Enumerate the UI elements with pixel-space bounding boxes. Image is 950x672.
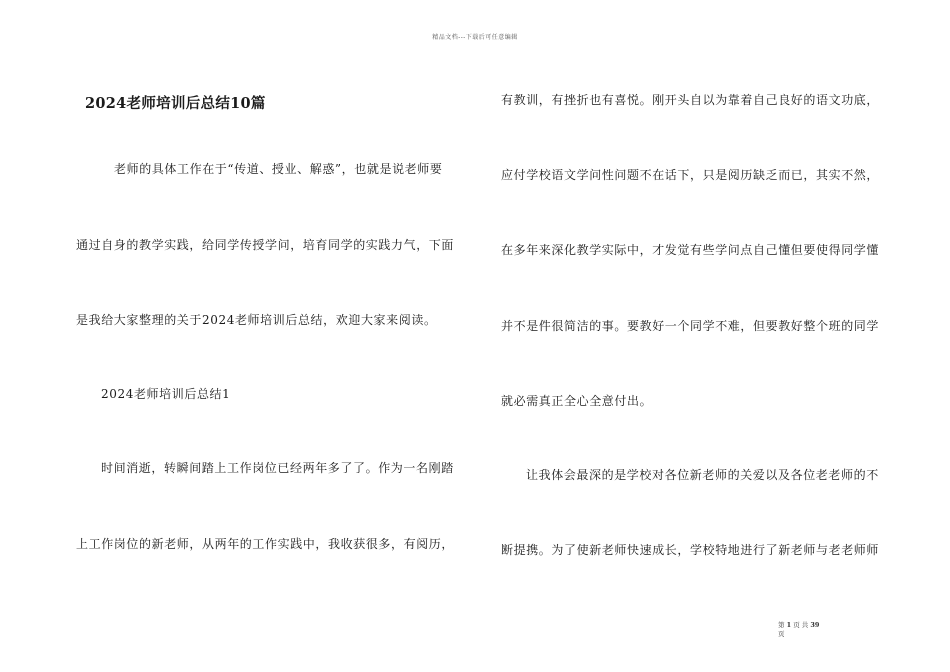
paragraph-line: 老师的具体工作在于“传道、授业、解惑”，也就是说老师要 [114, 162, 443, 176]
document-title: 2024老师培训后总结10篇 [85, 95, 266, 112]
paragraph-line: 断提携。为了使新老师快速成长，学校特地进行了新老师与老老师师 [501, 543, 880, 557]
paragraph-line: 是我给大家整理的关于2024老师培训后总结，欢迎大家来阅读。 [76, 313, 437, 327]
paragraph-line: 让我体会最深的是学校对各位新老师的关爱以及各位老老师的不 [526, 468, 879, 482]
page-number-footer [778, 621, 838, 639]
paragraph-line: 有教训，有挫折也有喜悦。刚开头自以为靠着自己良好的语文功底， [501, 93, 880, 107]
section-heading: 2024老师培训后总结1 [101, 387, 231, 401]
paragraph-line: 上工作岗位的新老师，从两年的工作实践中，我收获很多，有阅历， [76, 537, 455, 551]
paragraph-line: 应付学校语文学问性问题不在话下，只是阅历缺乏而已，其实不然， [501, 168, 880, 182]
paragraph-line: 并不是件很简洁的事。要教好一个同学不难，但要教好整个班的同学 [501, 319, 880, 333]
paragraph-line: 在多年来深化教学实际中，才发觉有些学问点自己懂但要使得同学懂 [501, 243, 880, 257]
page-middle-text: 页 共 [793, 621, 809, 629]
current-page-number: 1 [786, 621, 792, 629]
paragraph-line: 通过自身的教学实践，给同学传授学问，培育同学的实践力气，下面 [76, 238, 455, 252]
page-prefix: 第 [778, 621, 785, 629]
total-page-count: 39 [810, 621, 820, 629]
paragraph-line: 就必需真正全心全意付出。 [501, 394, 653, 408]
page-suffix: 页 [778, 630, 785, 638]
paragraph-line: 时间消逝，转瞬间踏上工作岗位已经两年多了了。作为一名刚踏 [101, 461, 454, 475]
page-header-note: 精品文档---下载后可任意编辑 [432, 34, 518, 41]
